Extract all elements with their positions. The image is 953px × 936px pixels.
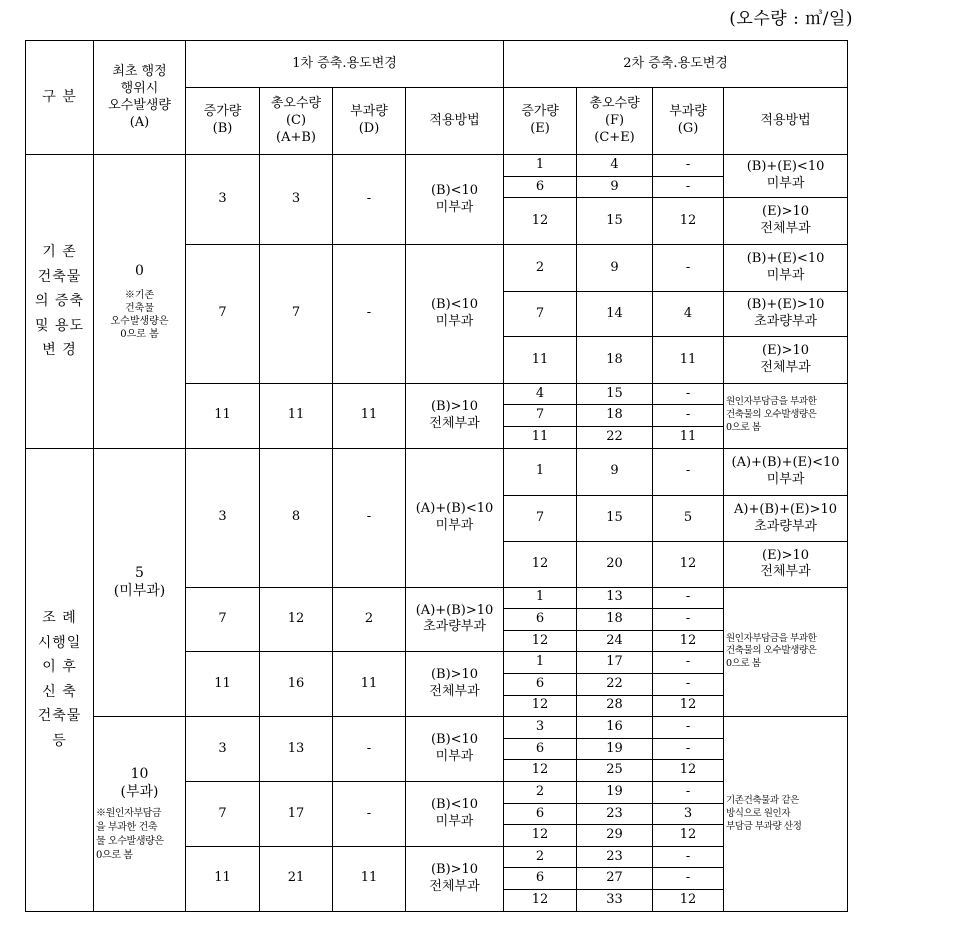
s1b1-charge: - [333, 155, 406, 245]
header-category: 구 분 [26, 41, 94, 155]
cell-g: 11 [653, 426, 724, 448]
cell-g: - [653, 846, 724, 868]
section1-initial [94, 155, 186, 448]
cell-f: 17 [577, 652, 653, 674]
section2-group-b-initial [94, 717, 186, 912]
cell-method2: A)+(B)+(E)>10 초과량부과 [724, 495, 848, 541]
cell-g: 12 [653, 695, 724, 717]
cell-f: 4 [577, 155, 653, 177]
cell-g: - [653, 244, 724, 291]
s2a-b3-method: (B)>10 전체부과 [406, 652, 504, 717]
section2-group-b-note: ※원인자부담금 을 부과한 건축 물 오수발생량은 0으로 봄 [96, 808, 164, 862]
cell-f: 16 [577, 717, 653, 739]
s1b3-charge: 11 [333, 383, 406, 448]
cell-e: 6 [504, 674, 577, 696]
cell-e: 7 [504, 292, 577, 337]
header-row [26, 41, 848, 88]
section2-group-a-initial: 5 (미부과) [94, 448, 186, 717]
s1b1-method2-b: (E)>10 전체부과 [724, 198, 848, 244]
s1b1-increase: 3 [186, 155, 260, 245]
s1b2-increase: 7 [186, 244, 260, 383]
cell-g: 4 [653, 292, 724, 337]
header-group2: 2차 증축․용도변경 [504, 41, 848, 88]
cell-e: 11 [504, 337, 577, 383]
cell-f: 23 [577, 846, 653, 868]
cell-f: 27 [577, 868, 653, 890]
s2b-b3-total: 21 [260, 846, 333, 911]
s1b1-method2-a: (B)+(E)<10 미부과 [724, 155, 848, 198]
s2a-b1-total: 8 [260, 448, 333, 587]
cell-e: 1 [504, 155, 577, 177]
cell-f: 19 [577, 782, 653, 804]
cell-g: - [653, 782, 724, 804]
cell-f: 22 [577, 426, 653, 448]
cell-f: 29 [577, 825, 653, 847]
cell-g: - [653, 652, 724, 674]
s1b2-method: (B)<10 미부과 [406, 244, 504, 383]
cell-g: - [653, 383, 724, 405]
header-initial: 최초 행정 행위시 오수발생량 (A) [94, 41, 186, 155]
cell-e: 6 [504, 738, 577, 760]
cell-f: 15 [577, 383, 653, 405]
cell-method2: (B)+(E)>10 초과량부과 [724, 292, 848, 337]
s2a-b2-charge: 2 [333, 587, 406, 652]
cell-g: 12 [653, 760, 724, 782]
cell-f: 23 [577, 803, 653, 825]
cell-f: 9 [577, 244, 653, 291]
s1b3-method: (B)>10 전체부과 [406, 383, 504, 448]
s1b2-total: 7 [260, 244, 333, 383]
s2a-b2-increase: 7 [186, 587, 260, 652]
cell-f: 22 [577, 674, 653, 696]
header-g1-method: 적용방법 [406, 88, 504, 155]
cell-e: 1 [504, 587, 577, 609]
table-row [26, 717, 848, 739]
header-g2-charge: 부과량 (G) [653, 88, 724, 155]
s2a-method2-note: 원인자부담금을 부과한 건축물의 오수발생량은 0으로 봄 [724, 587, 848, 717]
cell-e: 1 [504, 448, 577, 495]
table-row [26, 155, 848, 177]
s2b-b3-method: (B)>10 전체부과 [406, 846, 504, 911]
cell-g: - [653, 674, 724, 696]
section2-group-b-value: 10 (부과) [120, 765, 159, 801]
section1-initial-note: ※기존 건축물 오수발생량은 0으로 봄 [110, 289, 169, 340]
cell-e: 6 [504, 868, 577, 890]
section2-category: 조 례 시행일 이 후 신 축 건축물 등 [26, 448, 94, 911]
cell-e: 12 [504, 198, 577, 244]
cell-e: 12 [504, 825, 577, 847]
cell-g: - [653, 738, 724, 760]
cell-f: 33 [577, 890, 653, 912]
cell-method2: (E)>10 전체부과 [724, 542, 848, 587]
cell-g: - [653, 405, 724, 427]
cell-f: 15 [577, 495, 653, 541]
cell-f: 9 [577, 448, 653, 495]
s1b3-total: 11 [260, 383, 333, 448]
cell-e: 1 [504, 652, 577, 674]
cell-e: 12 [504, 630, 577, 652]
cell-f: 9 [577, 176, 653, 198]
cell-g: - [653, 868, 724, 890]
cell-g: - [653, 155, 724, 177]
cell-e: 6 [504, 176, 577, 198]
unit-label: (오수량 : ㎥/일) [729, 9, 853, 29]
s1b2-charge: - [333, 244, 406, 383]
cell-f: 20 [577, 542, 653, 587]
s2b-b3-increase: 11 [186, 846, 260, 911]
sewage-table [25, 40, 848, 912]
s2a-b3-charge: 11 [333, 652, 406, 717]
cell-f: 18 [577, 337, 653, 383]
cell-g: - [653, 448, 724, 495]
cell-g: - [653, 176, 724, 198]
cell-g: 5 [653, 495, 724, 541]
cell-e: 3 [504, 717, 577, 739]
s2a-b1-charge: - [333, 448, 406, 587]
s2b-b1-total: 13 [260, 717, 333, 782]
s2b-b2-increase: 7 [186, 782, 260, 847]
cell-g: - [653, 717, 724, 739]
cell-method2: (A)+(B)+(E)<10 미부과 [724, 448, 848, 495]
s2b-b2-total: 17 [260, 782, 333, 847]
s2a-b2-method: (A)+(B)>10 초과량부과 [406, 587, 504, 652]
cell-e: 4 [504, 383, 577, 405]
s1b3-method2-note: 원인자부담금을 부과한 건축물의 오수발생량은 0으로 봄 [724, 383, 848, 448]
header-group1: 1차 증축․용도변경 [186, 41, 504, 88]
cell-f: 28 [577, 695, 653, 717]
s2b-b2-charge: - [333, 782, 406, 847]
s2a-b3-increase: 11 [186, 652, 260, 717]
cell-g: 12 [653, 198, 724, 244]
s2b-b1-increase: 3 [186, 717, 260, 782]
s2a-b3-total: 16 [260, 652, 333, 717]
cell-f: 25 [577, 760, 653, 782]
section1-category: 기 존 건축물 의 증축 및 용도 변 경 [26, 155, 94, 448]
cell-e: 11 [504, 426, 577, 448]
cell-f: 13 [577, 587, 653, 609]
header-g1-total: 총오수량 (C) (A+B) [260, 88, 333, 155]
cell-e: 2 [504, 782, 577, 804]
cell-e: 7 [504, 495, 577, 541]
cell-e: 2 [504, 244, 577, 291]
cell-g: - [653, 609, 724, 631]
cell-e: 12 [504, 695, 577, 717]
cell-g: 12 [653, 890, 724, 912]
cell-f: 18 [577, 609, 653, 631]
s2b-b3-charge: 11 [333, 846, 406, 911]
header-g1-increase: 증가량 (B) [186, 88, 260, 155]
cell-g: 3 [653, 803, 724, 825]
cell-f: 18 [577, 405, 653, 427]
table-row [26, 448, 848, 495]
s2a-b1-increase: 3 [186, 448, 260, 587]
cell-f: 15 [577, 198, 653, 244]
s2b-method2-note: 기존건축물과 같은 방식으로 원인자 부담금 부과량 산정 [724, 717, 848, 912]
s1b3-increase: 11 [186, 383, 260, 448]
cell-e: 6 [504, 803, 577, 825]
cell-method2: (B)+(E)<10 미부과 [724, 244, 848, 291]
cell-method2: (E)>10 전체부과 [724, 337, 848, 383]
cell-e: 12 [504, 760, 577, 782]
cell-g: 11 [653, 337, 724, 383]
s1b1-total: 3 [260, 155, 333, 245]
s2b-b1-charge: - [333, 717, 406, 782]
cell-e: 7 [504, 405, 577, 427]
s2b-b2-method: (B)<10 미부과 [406, 782, 504, 847]
cell-g: 12 [653, 542, 724, 587]
cell-e: 6 [504, 609, 577, 631]
s2b-b1-method: (B)<10 미부과 [406, 717, 504, 782]
cell-g: 12 [653, 630, 724, 652]
header-g2-total: 총오수량 (F) (C+E) [577, 88, 653, 155]
header-g2-increase: 증가량 (E) [504, 88, 577, 155]
s2a-b2-total: 12 [260, 587, 333, 652]
cell-f: 24 [577, 630, 653, 652]
cell-g: 12 [653, 825, 724, 847]
cell-g: - [653, 587, 724, 609]
cell-e: 12 [504, 890, 577, 912]
header-g2-method: 적용방법 [724, 88, 848, 155]
cell-f: 14 [577, 292, 653, 337]
cell-f: 19 [577, 738, 653, 760]
section1-initial-value: 0 [135, 262, 144, 279]
s2a-b1-method: (A)+(B)<10 미부과 [406, 448, 504, 587]
s1b1-method: (B)<10 미부과 [406, 155, 504, 245]
header-g1-charge: 부과량 (D) [333, 88, 406, 155]
cell-e: 12 [504, 542, 577, 587]
cell-e: 2 [504, 846, 577, 868]
